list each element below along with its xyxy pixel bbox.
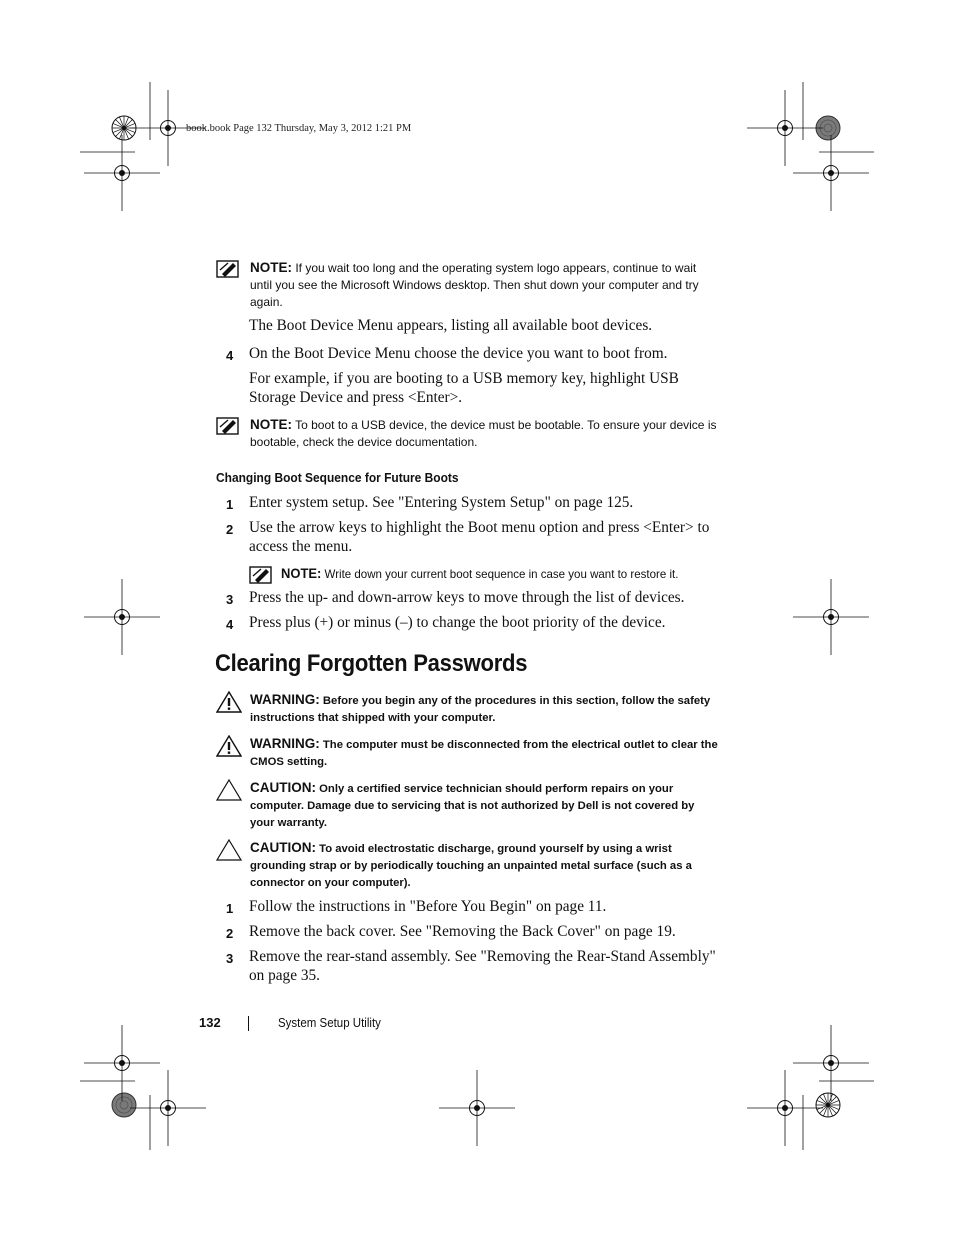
step-item: 2 Use the arrow keys to highlight the Boot menu option and press <Enter> to access the menu. [226, 519, 710, 555]
caution-label: CAUTION: [250, 840, 316, 855]
step-item [226, 588, 726, 607]
step-text: Press the up- and down-arrow keys to move through the list of devices. [249, 589, 685, 606]
usb-example-paragraph: For example, if you are booting to a USB memory key, highlight USB Storage Device and press <Enter>. [249, 370, 679, 406]
note-pencil-icon [216, 260, 240, 278]
step-item: 4 On the Boot Device Menu choose the device you want to boot from. [226, 345, 668, 363]
warning-icon [216, 691, 242, 713]
caution-block [216, 779, 721, 832]
step-item [226, 947, 726, 985]
warning-label: WARNING: [250, 736, 320, 751]
step-number: 1 [226, 497, 234, 512]
warning-icon [216, 735, 242, 757]
note-boot-wait [216, 259, 721, 311]
caution-icon [216, 779, 242, 801]
step-number: 2 [226, 522, 234, 537]
print-slug: book.book Page 132 Thursday, May 3, 2012 1:21 PM [186, 123, 412, 134]
note-label: NOTE: [250, 260, 292, 275]
note-text: Write down your current boot sequence in case you want to restore it. [324, 567, 679, 581]
caution-text: To avoid electrostatic discharge, ground yourself by using a wrist grounding strap or by periodically touching an unpainted metal surface (such as a connector on your computer). [250, 843, 692, 889]
note-text: If you wait too long and the operating system logo appears, continue to wait until you see the Microsoft Windows desktop. Then shut down your computer and try again. [250, 261, 699, 309]
note-pencil-icon [249, 566, 273, 584]
step-number: 2 [226, 926, 234, 941]
step-text: Press plus (+) or minus (–) to change the boot priority of the device. [249, 614, 666, 631]
footer-divider [248, 1016, 249, 1031]
note-usb-bootable [216, 416, 721, 451]
caution-label: CAUTION: [250, 780, 316, 795]
caution-block [216, 839, 721, 892]
step-number: 4 [226, 348, 234, 363]
warning-text: The computer must be disconnected from the electrical outlet to clear the CMOS setting. [250, 739, 718, 768]
boot-menu-paragraph: The Boot Device Menu appears, listing all available boot devices. [249, 317, 653, 334]
step-text: Remove the rear-stand assembly. See "Removing the Rear-Stand Assembly" on page 35. [249, 948, 716, 984]
step-number: 3 [226, 951, 234, 966]
caution-text: Only a certified service technician should perform repairs on your computer. Damage due to servicing that is not authorized by Dell is not covered by your warranty. [250, 783, 695, 829]
warning-block [216, 691, 721, 727]
step-text: Follow the instructions in "Before You Begin" on page 11. [249, 898, 607, 915]
warning-block [216, 735, 721, 771]
note-text: To boot to a USB device, the device must be bootable. To ensure your device is bootable, check the device documentation. [250, 418, 717, 449]
step-number: 3 [226, 592, 234, 607]
step-text: Enter system setup. See "Entering System Setup" on page 125. [249, 494, 634, 511]
page-number: 132 [199, 1015, 221, 1030]
warning-label: WARNING: [250, 692, 320, 707]
step-number: 1 [226, 901, 234, 916]
note-write-down [249, 565, 729, 583]
caution-icon [216, 839, 242, 861]
note-label: NOTE: [250, 417, 292, 432]
step-number: 4 [226, 617, 234, 632]
step-text: Remove the back cover. See "Removing the Back Cover" on page 19. [249, 923, 676, 940]
note-label: NOTE: [281, 566, 322, 581]
section-heading: Clearing Forgotten Passwords [215, 650, 528, 677]
footer-section-title: System Setup Utility [278, 1016, 381, 1030]
step-item [226, 922, 726, 941]
subheading: Changing Boot Sequence for Future Boots [216, 470, 459, 485]
warning-text: Before you begin any of the procedures in this section, follow the safety instructions that shipped with your computer. [250, 695, 711, 724]
note-pencil-icon [216, 417, 240, 435]
step-item [226, 897, 726, 916]
step-item [226, 493, 726, 512]
step-item [226, 613, 726, 632]
